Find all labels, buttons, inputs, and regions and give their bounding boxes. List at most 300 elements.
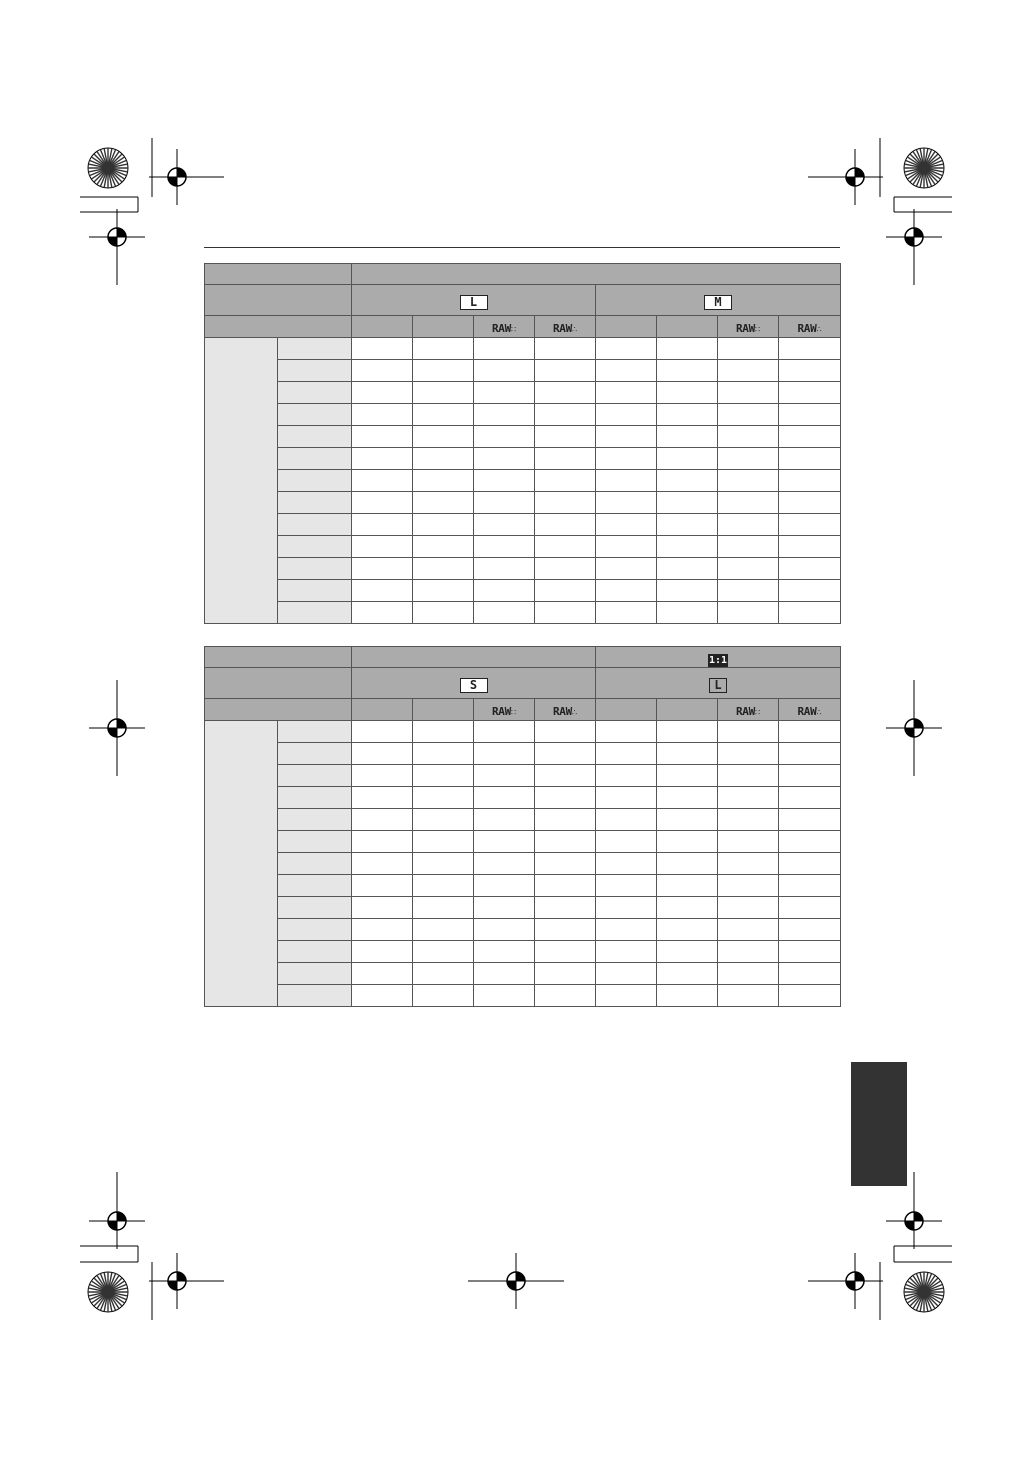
value-cell [718, 360, 779, 382]
quality-label-cell [205, 316, 352, 338]
value-cell [474, 919, 535, 941]
value-cell [535, 382, 596, 404]
quality-cell [779, 699, 841, 721]
value-cell [596, 941, 657, 963]
aspect-blank-cell [352, 647, 596, 668]
quality-dots-icon: ∴ [571, 708, 578, 717]
value-cell [474, 765, 535, 787]
value-cell [596, 426, 657, 448]
value-cell [535, 809, 596, 831]
quality-header-row [205, 316, 841, 338]
value-cell [596, 787, 657, 809]
value-cell [779, 602, 841, 624]
value-cell [718, 897, 779, 919]
value-cell [657, 721, 718, 743]
value-cell [474, 338, 535, 360]
value-cell [657, 963, 718, 985]
value-cell [718, 743, 779, 765]
value-cell [779, 558, 841, 580]
value-cell [779, 743, 841, 765]
value-cell [718, 919, 779, 941]
value-cell [535, 426, 596, 448]
value-cell [474, 470, 535, 492]
value-cell [657, 809, 718, 831]
value-cell [779, 404, 841, 426]
value-cell [657, 602, 718, 624]
row-label-cell [278, 338, 352, 360]
value-cell [779, 809, 841, 831]
value-cell [596, 765, 657, 787]
value-cell [535, 470, 596, 492]
value-cell [352, 404, 413, 426]
value-cell [352, 897, 413, 919]
value-cell [596, 338, 657, 360]
row-label-cell [278, 448, 352, 470]
value-cell [718, 875, 779, 897]
quality-cell [657, 699, 718, 721]
table-row [205, 580, 841, 602]
value-cell [535, 448, 596, 470]
value-cell [596, 360, 657, 382]
table-row [205, 963, 841, 985]
value-cell [413, 897, 474, 919]
value-cell [352, 338, 413, 360]
value-cell [474, 831, 535, 853]
value-cell [657, 338, 718, 360]
value-cell [413, 765, 474, 787]
value-cell [352, 558, 413, 580]
value-cell [779, 338, 841, 360]
value-cell [657, 580, 718, 602]
table-row [205, 536, 841, 558]
table-row [205, 492, 841, 514]
value-cell [352, 470, 413, 492]
value-cell [779, 426, 841, 448]
table-row [205, 382, 841, 404]
table-row [205, 721, 841, 743]
quality-cell [413, 699, 474, 721]
value-cell [718, 721, 779, 743]
table-row [205, 765, 841, 787]
value-cell [657, 831, 718, 853]
value-cell [352, 941, 413, 963]
value-cell [779, 963, 841, 985]
value-cell [596, 985, 657, 1007]
value-cell [413, 963, 474, 985]
row-label-cell [278, 470, 352, 492]
picture-size-table-1 [204, 263, 841, 624]
value-cell [657, 743, 718, 765]
value-cell [779, 765, 841, 787]
size-s-icon: S [460, 678, 488, 693]
row-label-cell [278, 492, 352, 514]
value-cell [474, 382, 535, 404]
value-cell [596, 831, 657, 853]
value-cell [474, 558, 535, 580]
value-cell [352, 492, 413, 514]
quality-cell [718, 699, 779, 721]
row-label-cell [278, 536, 352, 558]
size-m-cell [596, 285, 841, 316]
row-label-cell [278, 831, 352, 853]
value-cell [474, 941, 535, 963]
value-cell [657, 985, 718, 1007]
row-label-cell [278, 875, 352, 897]
value-cell [535, 897, 596, 919]
row-label-cell [278, 426, 352, 448]
value-cell [474, 492, 535, 514]
value-cell [352, 382, 413, 404]
value-cell [413, 919, 474, 941]
table-row [205, 941, 841, 963]
value-cell [596, 514, 657, 536]
value-cell [718, 580, 779, 602]
value-cell [779, 919, 841, 941]
value-cell [535, 853, 596, 875]
row-label-cell [278, 853, 352, 875]
quality-dots-icon: ∴ [816, 325, 822, 334]
value-cell [779, 536, 841, 558]
quality-cell [352, 316, 413, 338]
value-cell [535, 580, 596, 602]
row-label-cell [278, 721, 352, 743]
value-cell [474, 853, 535, 875]
value-cell [779, 985, 841, 1007]
value-cell [779, 787, 841, 809]
raw-standard-icon: RAW [552, 322, 572, 335]
value-cell [779, 492, 841, 514]
value-cell [779, 580, 841, 602]
aspect-label-cell [205, 647, 352, 668]
quality-cell [596, 699, 657, 721]
value-cell [352, 743, 413, 765]
quality-dots-icon: ∴ [571, 325, 578, 334]
value-cell [779, 941, 841, 963]
value-cell [535, 941, 596, 963]
row-label-cell [278, 558, 352, 580]
table-row [205, 426, 841, 448]
value-cell [535, 404, 596, 426]
value-cell [718, 448, 779, 470]
value-cell [657, 360, 718, 382]
aspect-1-1-icon: 1:1 [708, 654, 728, 666]
row-label-cell [278, 743, 352, 765]
value-cell [779, 448, 841, 470]
value-cell [718, 853, 779, 875]
table-row [205, 743, 841, 765]
value-cell [413, 558, 474, 580]
value-cell [718, 426, 779, 448]
value-cell [596, 809, 657, 831]
value-cell [352, 360, 413, 382]
size-l-cell [596, 668, 841, 699]
value-cell [352, 514, 413, 536]
table-row [205, 831, 841, 853]
value-cell [413, 602, 474, 624]
aspect-label-cell [205, 264, 352, 285]
value-cell [779, 721, 841, 743]
value-cell [413, 985, 474, 1007]
value-cell [535, 787, 596, 809]
value-cell [352, 602, 413, 624]
value-cell [535, 875, 596, 897]
value-cell [474, 426, 535, 448]
row-label-cell [278, 941, 352, 963]
value-cell [413, 492, 474, 514]
value-cell [596, 875, 657, 897]
value-cell [596, 721, 657, 743]
value-cell [474, 404, 535, 426]
size-l-icon: L [709, 678, 727, 693]
value-cell [596, 448, 657, 470]
value-cell [352, 765, 413, 787]
value-cell [718, 558, 779, 580]
value-cell [596, 919, 657, 941]
section-side-tab [851, 1062, 907, 1186]
value-cell [474, 580, 535, 602]
value-cell [718, 809, 779, 831]
size-s-cell [352, 668, 596, 699]
value-cell [779, 360, 841, 382]
value-cell [657, 470, 718, 492]
row-label-cell [278, 382, 352, 404]
raw-standard-icon: RAW [797, 322, 817, 335]
value-cell [352, 426, 413, 448]
value-cell [352, 875, 413, 897]
value-cell [352, 831, 413, 853]
table-row [205, 558, 841, 580]
value-cell [413, 831, 474, 853]
value-cell [535, 338, 596, 360]
value-cell [596, 404, 657, 426]
quality-dots-icon: ∷ [754, 708, 761, 717]
row-label-cell [278, 897, 352, 919]
quality-cell [474, 316, 535, 338]
value-cell [596, 602, 657, 624]
value-cell [413, 404, 474, 426]
value-cell [718, 492, 779, 514]
table-row [205, 787, 841, 809]
value-cell [474, 809, 535, 831]
value-cell [474, 360, 535, 382]
quality-dots-icon: ∷ [510, 708, 517, 717]
value-cell [474, 963, 535, 985]
value-cell [596, 558, 657, 580]
value-cell [779, 897, 841, 919]
value-cell [535, 963, 596, 985]
value-cell [718, 338, 779, 360]
table-row [205, 470, 841, 492]
quality-cell [352, 699, 413, 721]
value-cell [413, 360, 474, 382]
quality-cell [779, 316, 841, 338]
size-label-cell [205, 668, 352, 699]
value-cell [474, 985, 535, 1007]
quality-cell [413, 316, 474, 338]
row-label-cell [278, 985, 352, 1007]
row-label-cell [278, 602, 352, 624]
value-cell [596, 743, 657, 765]
value-cell [413, 536, 474, 558]
value-cell [718, 514, 779, 536]
value-cell [779, 875, 841, 897]
header-rule [204, 247, 840, 248]
value-cell [596, 536, 657, 558]
value-cell [474, 514, 535, 536]
value-cell [718, 404, 779, 426]
raw-fine-icon: RAW [735, 322, 755, 335]
side-label-cell [205, 338, 278, 624]
value-cell [413, 875, 474, 897]
size-label-cell [205, 285, 352, 316]
row-label-cell [278, 360, 352, 382]
value-cell [535, 765, 596, 787]
value-cell [535, 492, 596, 514]
table-row [205, 809, 841, 831]
value-cell [474, 602, 535, 624]
value-cell [657, 514, 718, 536]
value-cell [535, 360, 596, 382]
quality-cell [657, 316, 718, 338]
value-cell [779, 514, 841, 536]
value-cell [413, 514, 474, 536]
row-label-cell [278, 809, 352, 831]
value-cell [535, 721, 596, 743]
row-label-cell [278, 514, 352, 536]
value-cell [657, 492, 718, 514]
row-label-cell [278, 787, 352, 809]
raw-standard-icon: RAW [797, 705, 817, 718]
row-label-cell [278, 580, 352, 602]
value-cell [657, 941, 718, 963]
value-cell [352, 580, 413, 602]
quality-label-cell [205, 699, 352, 721]
row-label-cell [278, 765, 352, 787]
value-cell [718, 985, 779, 1007]
value-cell [657, 536, 718, 558]
table-row [205, 985, 841, 1007]
value-cell [352, 536, 413, 558]
quality-cell [474, 699, 535, 721]
raw-fine-icon: RAW [735, 705, 755, 718]
quality-cell [718, 316, 779, 338]
value-cell [352, 448, 413, 470]
quality-dots-icon: ∷ [754, 325, 761, 334]
quality-cell [596, 316, 657, 338]
quality-cell [535, 699, 596, 721]
table-row [205, 448, 841, 470]
value-cell [718, 831, 779, 853]
value-cell [779, 382, 841, 404]
value-cell [718, 963, 779, 985]
value-cell [474, 743, 535, 765]
value-cell [474, 536, 535, 558]
value-cell [779, 831, 841, 853]
value-cell [657, 875, 718, 897]
value-cell [474, 897, 535, 919]
side-label-cell [205, 721, 278, 1007]
value-cell [474, 787, 535, 809]
size-m-icon: M [704, 295, 732, 310]
value-cell [413, 809, 474, 831]
table-row [205, 514, 841, 536]
value-cell [413, 787, 474, 809]
table-row [205, 919, 841, 941]
value-cell [596, 853, 657, 875]
picture-size-table-2 [204, 646, 841, 1007]
value-cell [718, 602, 779, 624]
quality-cell [535, 316, 596, 338]
value-cell [718, 765, 779, 787]
quality-dots-icon: ∷ [510, 325, 517, 334]
value-cell [779, 470, 841, 492]
value-cell [657, 404, 718, 426]
table-row [205, 602, 841, 624]
value-cell [413, 470, 474, 492]
value-cell [535, 602, 596, 624]
value-cell [413, 721, 474, 743]
value-cell [657, 919, 718, 941]
table-row [205, 404, 841, 426]
value-cell [413, 426, 474, 448]
value-cell [352, 963, 413, 985]
value-cell [413, 853, 474, 875]
value-cell [352, 787, 413, 809]
size-l-icon: L [460, 295, 488, 310]
value-cell [413, 743, 474, 765]
table-row [205, 360, 841, 382]
raw-fine-icon: RAW [491, 322, 511, 335]
value-cell [535, 558, 596, 580]
value-cell [413, 448, 474, 470]
value-cell [596, 382, 657, 404]
value-cell [718, 536, 779, 558]
quality-header-row [205, 699, 841, 721]
table-row [205, 338, 841, 360]
quality-dots-icon: ∴ [816, 708, 822, 717]
value-cell [352, 721, 413, 743]
value-cell [596, 470, 657, 492]
raw-standard-icon: RAW [552, 705, 572, 718]
value-cell [657, 787, 718, 809]
value-cell [535, 536, 596, 558]
value-cell [718, 787, 779, 809]
value-cell [718, 470, 779, 492]
value-cell [657, 448, 718, 470]
value-cell [535, 514, 596, 536]
value-cell [657, 853, 718, 875]
value-cell [352, 985, 413, 1007]
value-cell [535, 831, 596, 853]
table-row [205, 875, 841, 897]
aspect-value-cell [352, 264, 841, 285]
value-cell [535, 743, 596, 765]
value-cell [535, 919, 596, 941]
value-cell [596, 580, 657, 602]
value-cell [474, 448, 535, 470]
value-cell [413, 338, 474, 360]
table-row [205, 897, 841, 919]
value-cell [474, 721, 535, 743]
value-cell [352, 919, 413, 941]
value-cell [657, 897, 718, 919]
table-row [205, 853, 841, 875]
value-cell [657, 382, 718, 404]
value-cell [596, 963, 657, 985]
value-cell [352, 853, 413, 875]
value-cell [413, 941, 474, 963]
value-cell [596, 897, 657, 919]
